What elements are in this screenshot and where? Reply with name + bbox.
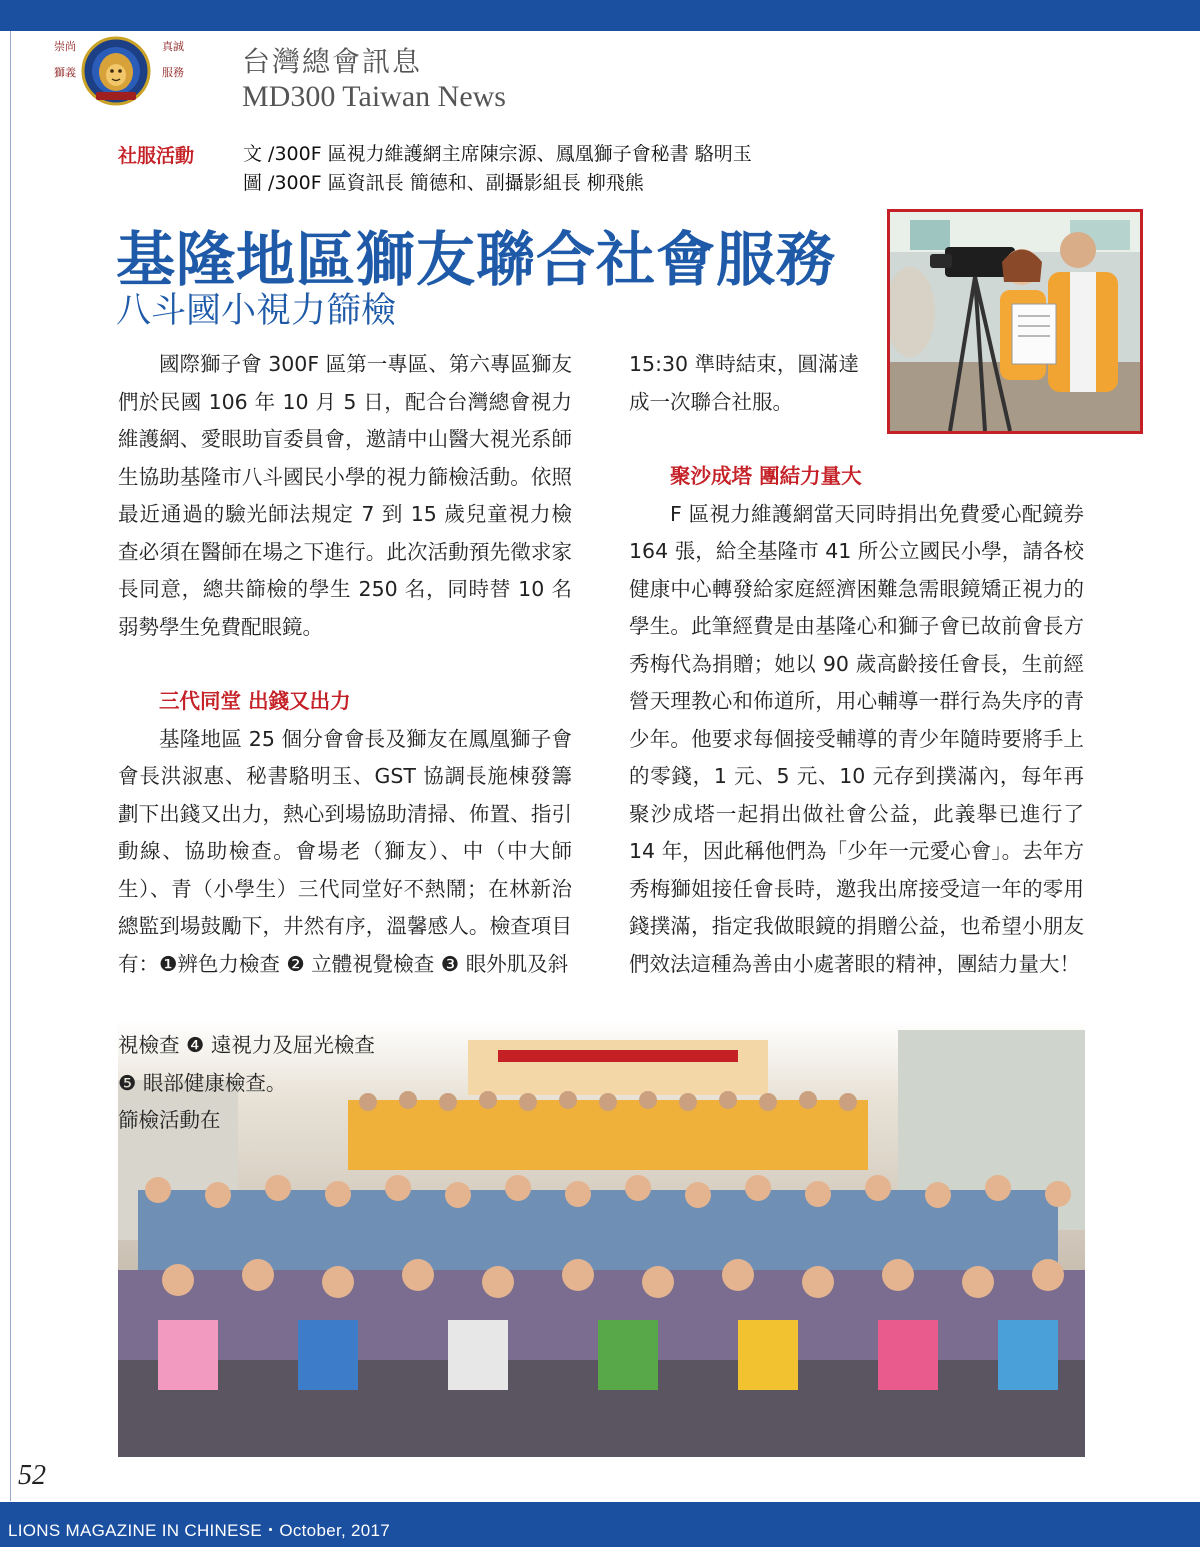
overlay-line-3: 篩檢活動在	[118, 1108, 221, 1132]
overlay-line-1: 視檢查 ❹ 遠視力及屈光檢查	[118, 1033, 375, 1057]
top-banner	[0, 0, 1200, 31]
photo-credit: 圖 /300F 區資訊長 簡德和、副攝影組長 柳飛熊	[243, 172, 644, 194]
magazine-footer: LIONS MAGAZINE IN CHINESE・October, 2017	[8, 1521, 391, 1540]
author-credits	[243, 140, 752, 198]
subheading-unity: 聚沙成塔 團結力量大	[670, 464, 862, 488]
logo-right-text: 真誠服務	[162, 40, 184, 79]
subheading-three-generations: 三代同堂 出錢又出力	[159, 689, 351, 713]
section-header-en: MD300 Taiwan News	[242, 80, 506, 113]
category-label: 社服活動	[118, 145, 195, 167]
photo-overlay-text	[118, 1027, 418, 1140]
page-margin-rule	[10, 31, 11, 1501]
paragraph-donation: F 區視力維護網當天同時捐出免費愛心配鏡券 164 張，給全基隆市 41 所公立國民小學，請各校健康中心轉發給家庭經濟困難急需眼鏡矯正視力的學生。此筆經費是由基隆心和獅子會已故前會長方秀梅代為捐贈；她以 90 歲高齡接任會長，生前經營天理教心和佈道所，用心輔導一群行為失序的青少年。他要求每個接受輔導的青少年隨時要將手上的零錢，1 元、5 元、10 元存到撲滿內，每年再聚沙成塔一起捐出做社會公益，此義舉已進行了 14 年，因此稱他們為「少年一元愛心會」。去年方秀梅獅姐接任會長時，邀我出席接受這一年的零用錢撲滿，指定我做眼鏡的捐贈公益，也希望小朋友們效法這種為善由小處著眼的精神，團結力量大！	[629, 501, 1084, 976]
page-number: 52	[18, 1460, 46, 1491]
paragraph-intro: 國際獅子會 300F 區第一專區、第六專區獅友們於民國 106 年 10 月 5 日，配合台灣總會視力維護網、愛眼助盲委員會，邀請中山醫大視光系師生協助基隆市八斗國民小學的視力篩檢活動。依照最近通過的驗光師法規定 7 到 15 歲兒童視力檢查必須在醫師在場之下進行。此次活動預先徵求家長同意，總共篩檢的學生 250 名，同時替 10 名弱勢學生免費配眼鏡。	[118, 352, 572, 639]
text-credit: 文 /300F 區視力維護網主席陳宗源、鳳凰獅子會秘書 駱明玉	[243, 143, 752, 165]
article-column-left	[118, 346, 572, 983]
paragraph-conclusion: 15:30 準時結束，圓滿達成一次聯合社服。	[629, 352, 859, 414]
paragraph-volunteers: 基隆地區 25 個分會會長及獅友在鳳凰獅子會會長洪淑惠、秘書駱明玉、GST 協調長施棟發籌劃下出錢又出力，熱心到場協助清掃、佈置、指引動線、協助檢查。會場老（獅友）、中（中大師生）、青（小學生）三代同堂好不熱鬧；在林新治總監到場鼓勵下，井然有序，溫馨感人。檢查項目有：❶辨色力檢查 ❷ 立體視覺檢查 ❸ 眼外肌及斜	[118, 726, 572, 976]
article-column-right	[629, 346, 1084, 983]
logo-left-text: 崇尚獅義	[54, 40, 76, 79]
article-subtitle: 八斗國小視力篩檢	[116, 291, 397, 331]
overlay-line-2: ❺ 眼部健康檢查。	[118, 1070, 287, 1095]
article-title: 基隆地區獅友聯合社會服務	[116, 225, 837, 294]
lions-emblem-logo	[46, 36, 186, 106]
section-header-cn: 台灣總會訊息	[242, 45, 423, 78]
